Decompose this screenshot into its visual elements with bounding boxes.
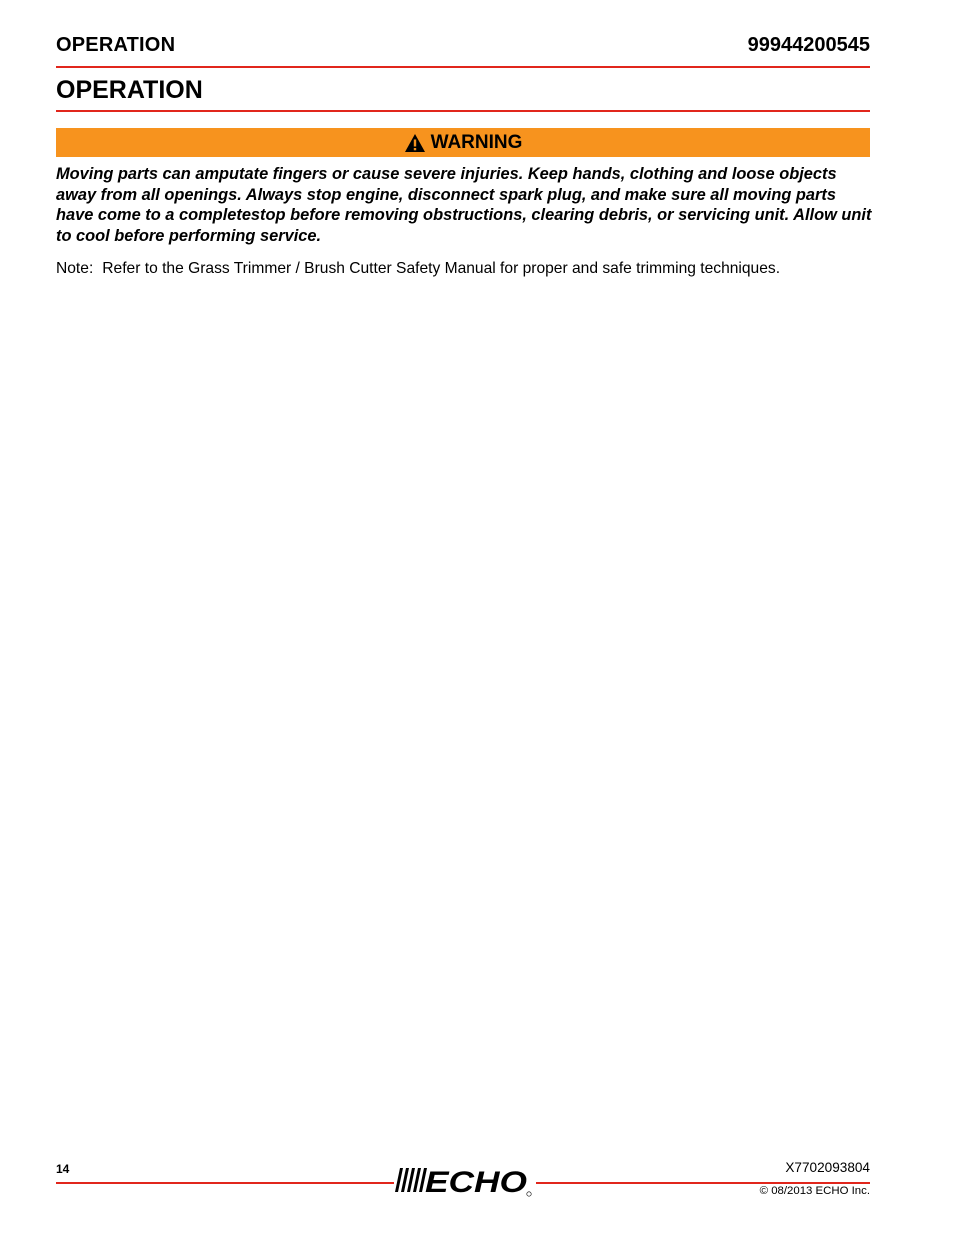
echo-logo-text: ECHO — [425, 1166, 527, 1199]
note-paragraph — [56, 259, 886, 279]
warning-message: Moving parts can amputate fingers or cause severe injuries. Keep hands, clothing and loose objects away from all openings. Always stop engine, disconnect spark plug, and make sure all moving parts have come to a completestop before removing obstructions, clearing debris, or servicing unit. Allow unit to cool before performing service. — [56, 165, 872, 245]
echo-logo-icon — [392, 1164, 534, 1200]
copyright-notice: © 08/2013 ECHO Inc. — [759, 1185, 870, 1197]
header-section-name: OPERATION — [56, 34, 176, 56]
note-prefix: Note: — [56, 260, 94, 277]
page-number: 14 — [56, 1162, 70, 1176]
warning-triangle-icon — [404, 133, 426, 153]
footer-rule-right — [536, 1182, 870, 1184]
page-title: OPERATION — [56, 76, 870, 112]
document-number: X7702093804 — [785, 1160, 870, 1175]
warning-banner — [56, 128, 870, 157]
footer-rule-left — [56, 1182, 394, 1184]
page-header — [56, 34, 870, 68]
header-part-number: 99944200545 — [747, 34, 870, 56]
warning-label: WARNING — [430, 131, 523, 153]
note-body: Refer to the Grass Trimmer / Brush Cutter Safety Manual for proper and safe trimming techniques. — [102, 260, 781, 277]
